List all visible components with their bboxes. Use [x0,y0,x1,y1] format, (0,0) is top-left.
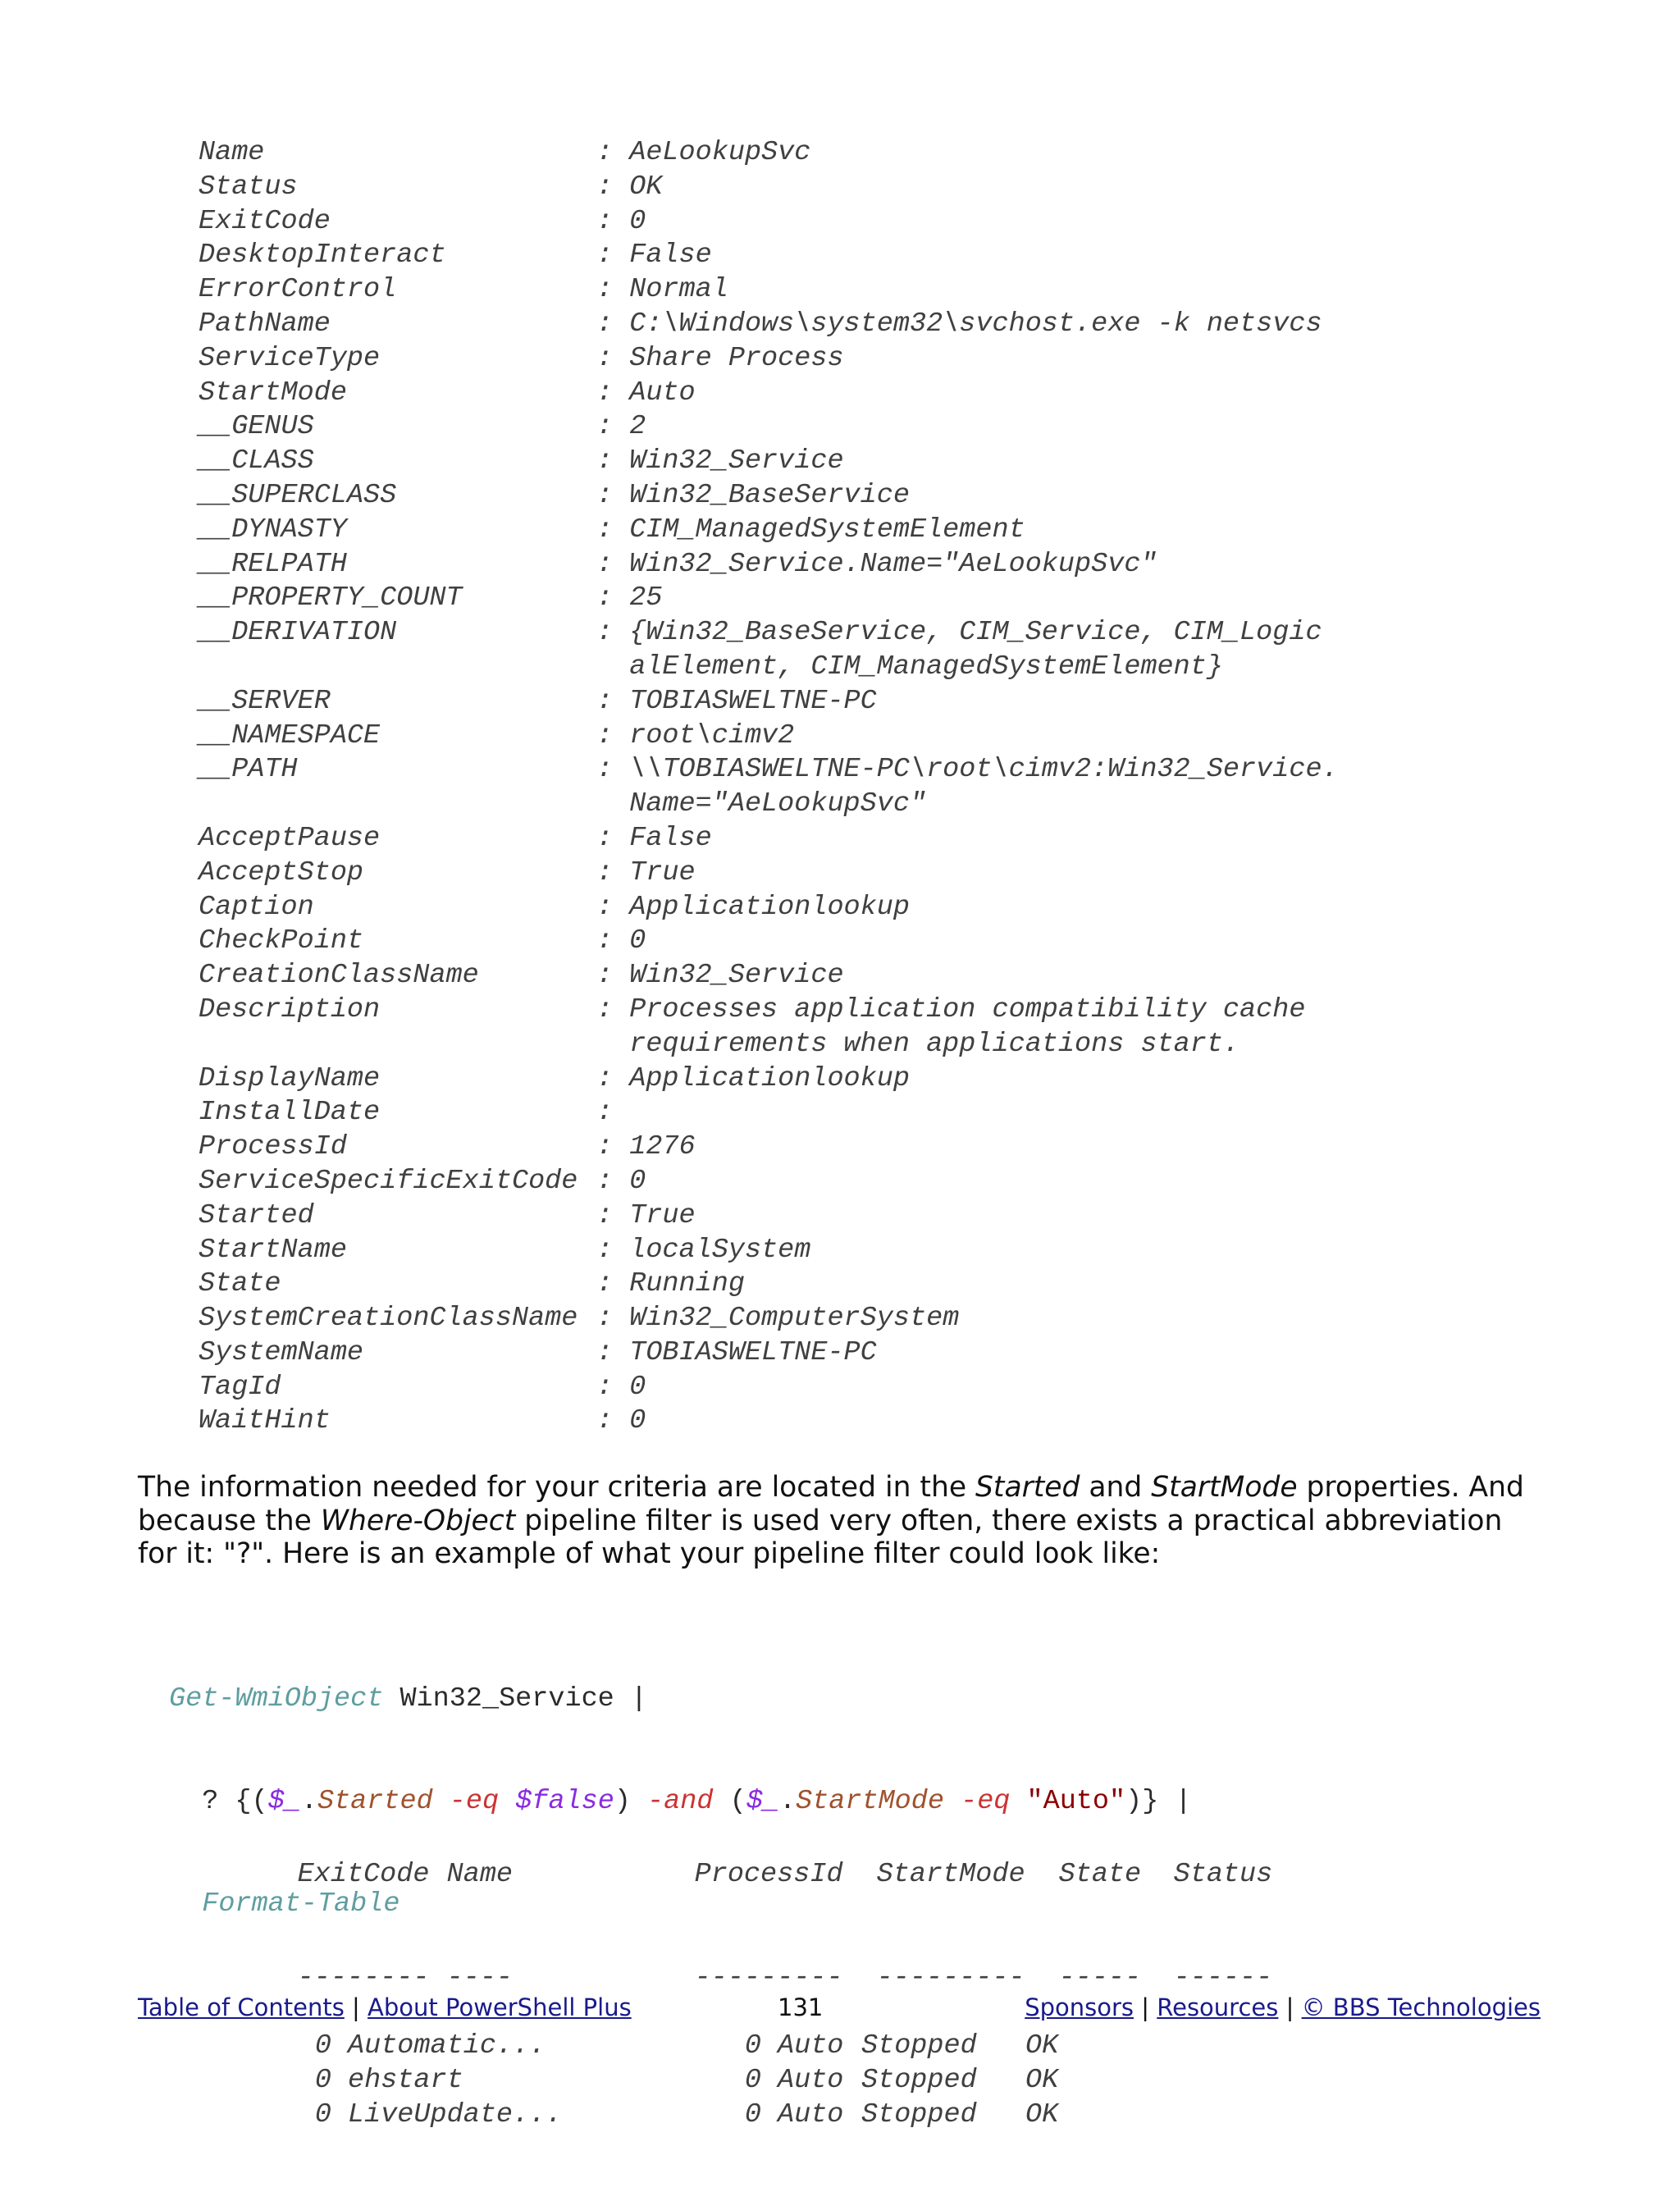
property-separator: : [596,445,630,477]
property-key: __PROPERTY_COUNT [199,582,463,614]
property-key: WaitHint [199,1405,331,1437]
property-row [199,1062,1339,1097]
property-value [596,1404,646,1439]
property-value-text: 0 [629,1165,646,1197]
property-value-line [596,1234,810,1268]
table-cell-exitcode: 0 [314,2065,331,2097]
property-value-text: Win32_ComputerSystem [629,1303,960,1335]
property-row [199,959,1339,993]
footer-left-links [138,1993,632,2021]
property-value-line [596,1302,959,1336]
property-value-text: Win32_Service [629,960,844,992]
property-key: ProcessId [199,1131,347,1163]
table-cell-status: OK [1025,2065,1059,2097]
property-listing [199,136,1339,1439]
property-value-text: Applicationlookup [629,1062,910,1094]
code-line-1 [169,1683,1192,1717]
prose-emphasis-started: Started [975,1471,1080,1504]
prose-text: and [1080,1471,1152,1504]
property-value-line [596,1096,629,1130]
property-value [596,959,844,993]
property-row [199,1096,1339,1130]
property-value [596,582,662,616]
property-separator: : [596,1165,630,1197]
property-value-line [596,651,1322,685]
table-header-row [199,1824,1281,1891]
property-value [596,1267,745,1302]
property-key: StartMode [199,377,347,409]
property-value-line [596,239,712,273]
property-key: SystemCreationClassName [199,1303,578,1335]
property-value-line [596,1165,646,1199]
property-value-line [596,719,794,754]
table-body [199,2030,1281,2132]
property-value-text: Applicationlookup [629,891,910,923]
property-value-line [596,753,1339,788]
table-divider: ---- [446,1961,514,1993]
property-key: Caption [199,891,314,923]
property-value-line [596,1062,910,1097]
property-value-line [596,377,696,411]
property-key: CreationClassName [199,960,479,992]
code-text: . [300,1785,317,1817]
property-value-line [596,856,696,891]
property-value-line [596,1028,1305,1062]
code-text: ? {( [202,1785,268,1817]
property-separator: : [596,891,630,923]
property-key: ServiceSpecificExitCode [199,1165,578,1197]
property-key: PathName [199,308,331,340]
property-value-text: False [629,822,712,854]
property-separator: : [596,617,630,649]
property-value-text: {Win32_BaseService, CIM_Service, CIM_Logic [629,617,1322,649]
property-value [596,993,1305,1062]
property-row [199,239,1339,273]
resources-link[interactable]: Resources [1157,1993,1279,2021]
property-key: CheckPoint [199,925,364,957]
property-value-text: 2 [629,411,646,443]
property-separator: : [596,1336,630,1368]
property-row [199,342,1339,377]
property-key: ErrorControl [199,274,397,306]
code-text: Win32_Service | [383,1683,647,1715]
property-separator: : [596,1303,630,1335]
property-row [199,1234,1339,1268]
property-key: DesktopInteract [199,240,446,272]
code-variable: $_ [746,1785,779,1817]
property-value-line [596,788,1339,822]
property-value-line [596,959,844,993]
table-cell-state: Stopped [861,2098,977,2130]
prose-emphasis-startmode: StartMode [1151,1471,1298,1504]
property-value [596,239,712,273]
property-row [199,582,1339,616]
property-value [596,1302,959,1336]
property-value-line [596,1267,745,1302]
table-cell-state: Stopped [861,2065,977,2097]
property-separator: : [596,1268,630,1300]
about-powershell-plus-link[interactable]: About PowerShell Plus [368,1993,632,2021]
property-value-text: Win32_BaseService [629,479,910,511]
prose-emphasis-where-object: Where-Object [320,1504,516,1537]
property-key: Name [199,137,265,168]
property-key: __DERIVATION [199,617,397,649]
table-cell-name: ehstart [348,2065,463,2097]
property-separator: : [596,411,630,443]
property-value [596,308,1322,342]
property-row [199,753,1339,822]
property-value-text: localSystem [629,1234,811,1266]
property-row [199,925,1339,959]
property-value-text: Running [629,1268,745,1300]
code-variable: $_ [267,1785,301,1817]
table-divider-row [199,1927,1281,1993]
property-value-line [596,342,844,377]
table-row [199,2064,1281,2098]
property-value-text: 0 [629,925,646,957]
property-key: ExitCode [199,205,331,237]
table-header-processid: ProcessId [694,1859,843,1891]
table-row [199,2098,1281,2133]
property-key: Status [199,171,298,203]
property-value-text: 0 [629,1371,646,1403]
property-value-line [596,171,662,205]
property-value [596,685,877,719]
body-paragraph [138,1471,1541,1571]
table-row [199,2030,1281,2064]
page-number: 131 [778,1993,824,2021]
property-value-line [596,1199,696,1234]
property-value-line [596,548,1157,582]
table-of-contents-link[interactable]: Table of Contents [138,1993,345,2021]
property-value-text: CIM_ManagedSystemElement [629,514,1025,546]
property-value-line [596,685,877,719]
property-row [199,616,1339,685]
table-cell-exitcode: 0 [314,2030,331,2062]
code-cmdlet: Get-WmiObject [169,1683,384,1715]
page-footer [138,1993,1541,2028]
property-separator: : [596,342,630,374]
property-separator: : [596,822,630,854]
property-value-text: alElement, CIM_ManagedSystemElement} [629,651,1223,683]
property-separator: : [596,719,630,751]
property-value-text: AeLookupSvc [629,137,811,168]
property-value [596,822,712,856]
property-key: TagId [199,1371,281,1403]
property-separator: : [596,1234,630,1266]
property-row [199,856,1339,891]
property-key: __DYNASTY [199,514,347,546]
property-value-text: True [629,1199,696,1231]
property-value-line [596,993,1305,1028]
code-indent [169,1786,202,1817]
property-value [596,1062,910,1097]
property-value-text: Auto [629,377,696,409]
copyright-link[interactable]: © BBS Technologies [1301,1993,1541,2021]
property-value-line [596,925,646,959]
property-value [596,616,1322,685]
property-value-text: 25 [629,582,663,614]
property-value [596,479,910,514]
property-value [596,377,696,411]
property-value-text: Share Process [629,342,844,374]
property-separator: : [596,274,630,306]
property-row [199,445,1339,479]
property-row [199,685,1339,719]
property-value [596,514,1025,548]
property-value [596,136,810,171]
property-value [596,1096,629,1130]
property-value-line [596,514,1025,548]
property-key: Description [199,993,381,1025]
footer-separator: | [1134,1993,1157,2021]
property-value [596,719,794,754]
property-value [596,891,910,925]
property-key: __RELPATH [199,548,347,580]
property-separator: : [596,582,630,614]
property-separator: : [596,960,630,992]
table-header-exitcode: ExitCode [297,1859,430,1891]
property-value-text: \\TOBIASWELTNE-PC\root\cimv2:Win32_Service. [629,754,1339,786]
property-value-line [596,445,844,479]
property-key: __SUPERCLASS [199,479,397,511]
property-value [596,856,696,891]
property-value [596,1371,646,1405]
table-cell-processid: 0 [744,2030,761,2062]
property-separator: : [596,240,630,272]
property-key: AcceptStop [199,856,364,888]
property-value-text: C:\Windows\system32\svchost.exe -k netsvcs [629,308,1322,340]
property-value [596,548,1157,582]
prose-text: pipeline filter is used very often, there exists a practical abbreviation for it: "?". Here is an example of what your pipeline filter could look like: [138,1504,1503,1570]
table-cell-name: LiveUpdate... [348,2098,563,2130]
property-value-text: TOBIASWELTNE-PC [629,1336,877,1368]
property-key: DisplayName [199,1062,381,1094]
footer-separator: | [344,1993,368,2021]
code-property: Started [317,1785,433,1817]
property-value [596,273,728,308]
table-divider: ------ [1173,1961,1273,1993]
property-value-line [596,1404,646,1439]
property-separator: : [596,1199,630,1231]
property-value-text: OK [629,171,663,203]
table-cell-startmode: Auto [778,2030,844,2062]
property-value-line [596,1130,696,1165]
property-row [199,1302,1339,1336]
property-value-text: Normal [629,274,728,306]
table-cell-state: Stopped [861,2030,977,2062]
property-value-line [596,891,910,925]
property-value-line [596,308,1322,342]
property-separator: : [596,479,630,511]
code-string: "Auto" [1026,1785,1126,1817]
property-row [199,171,1339,205]
property-separator: : [596,377,630,409]
property-row [199,993,1339,1062]
code-property: StartMode [796,1785,944,1817]
property-row [199,1267,1339,1302]
table-header-status: Status [1173,1859,1273,1891]
property-value-text: root\cimv2 [629,719,795,751]
property-row [199,719,1339,754]
property-row [199,205,1339,240]
property-value-text: True [629,856,696,888]
property-value [596,1165,646,1199]
property-value-text: Processes application compatibility cache [629,993,1306,1025]
property-value-text: Name="AeLookupSvc" [629,788,927,820]
property-key: InstallDate [199,1097,381,1129]
table-divider: --------- [694,1961,843,1993]
code-text: . [778,1785,797,1817]
property-value [596,410,646,445]
table-header-name: Name [446,1859,514,1891]
output-table [199,1756,1281,2201]
property-separator: : [596,993,630,1025]
property-row [199,514,1339,548]
property-value-line [596,136,810,171]
property-key: __GENUS [199,411,314,443]
property-row [199,410,1339,445]
table-cell-processid: 0 [744,2065,761,2097]
code-operator: -eq [432,1785,516,1817]
table-cell-startmode: Auto [778,2065,844,2097]
property-value-text: 0 [629,1405,646,1437]
table-cell-status: OK [1025,2098,1059,2130]
property-value [596,1336,877,1371]
property-key: StartName [199,1234,347,1266]
property-row [199,822,1339,856]
property-key: __NAMESPACE [199,719,381,751]
property-value-line [596,205,646,240]
property-key: __CLASS [199,445,314,477]
property-separator: : [596,1371,630,1403]
table-cell-startmode: Auto [778,2098,844,2130]
code-indent [169,1888,202,1920]
property-separator: : [596,308,630,340]
property-value-text: False [629,240,712,272]
property-value-line [596,582,662,616]
property-key: __SERVER [199,685,331,717]
table-header-startmode: StartMode [876,1859,1025,1891]
property-value [596,925,646,959]
property-value [596,445,844,479]
property-row [199,1336,1339,1371]
property-row [199,548,1339,582]
property-value-text: requirements when applications start. [629,1028,1240,1060]
footer-separator: | [1278,1993,1302,2021]
code-text: )} | [1125,1785,1192,1817]
property-row [199,479,1339,514]
table-cell-exitcode: 0 [314,2098,331,2130]
property-value-text: 1276 [629,1131,696,1163]
property-value-text: 0 [629,205,646,237]
property-value [596,1130,696,1165]
property-separator: : [596,856,630,888]
code-variable: $false [515,1785,614,1817]
property-row [199,136,1339,171]
property-value-line [596,410,646,445]
property-separator: : [596,514,630,546]
code-operator: -and [647,1785,714,1817]
property-separator: : [596,548,630,580]
code-text: ) [614,1785,648,1817]
property-key: __PATH [199,754,298,786]
property-separator: : [596,205,630,237]
property-row [199,1404,1339,1439]
property-value-line [596,822,712,856]
property-value-line [596,1336,877,1371]
property-key: Started [199,1199,314,1231]
table-cell-processid: 0 [744,2098,761,2130]
property-separator: : [596,1062,630,1094]
property-key: State [199,1268,281,1300]
property-row [199,1199,1339,1234]
property-row [199,891,1339,925]
property-value [596,205,646,240]
property-separator: : [596,1131,630,1163]
code-text: ( [713,1785,746,1817]
property-separator: : [596,171,630,203]
sponsors-link[interactable]: Sponsors [1025,1993,1134,2021]
footer-right-links [1025,1993,1541,2021]
property-row [199,377,1339,411]
property-separator: : [596,137,630,168]
table-header-state: State [1058,1859,1142,1891]
property-value-text: Win32_Service.Name="AeLookupSvc" [629,548,1157,580]
property-row [199,1165,1339,1199]
property-value [596,171,662,205]
prose-text: The information needed for your criteria are located in the [138,1471,976,1504]
property-value-line [596,273,728,308]
table-cell-status: OK [1025,2030,1059,2062]
property-value [596,342,844,377]
property-value [596,753,1339,822]
property-value [596,1234,810,1268]
property-separator: : [596,925,630,957]
property-row [199,1130,1339,1165]
property-separator: : [596,754,630,786]
table-divider: -------- [297,1961,430,1993]
property-row [199,273,1339,308]
property-separator: : [596,685,630,717]
property-separator: : [596,1405,630,1437]
property-key: ServiceType [199,342,381,374]
property-row [199,308,1339,342]
property-value [596,1199,696,1234]
property-value-text: TOBIASWELTNE-PC [629,685,877,717]
property-value-line [596,616,1322,651]
property-key: SystemName [199,1336,364,1368]
code-cmdlet: Format-Table [202,1888,400,1920]
table-divider: --------- [876,1961,1025,1993]
property-value-text: Win32_Service [629,445,844,477]
property-key: AcceptPause [199,822,381,854]
table-cell-name: Automatic... [348,2030,546,2062]
code-operator: -eq [943,1785,1027,1817]
table-divider: ----- [1058,1961,1142,1993]
property-separator: : [596,1097,630,1129]
prose-text: properties. And because the [138,1471,1524,1537]
property-row [199,1371,1339,1405]
property-value-line [596,479,910,514]
property-value-line [596,1371,646,1405]
